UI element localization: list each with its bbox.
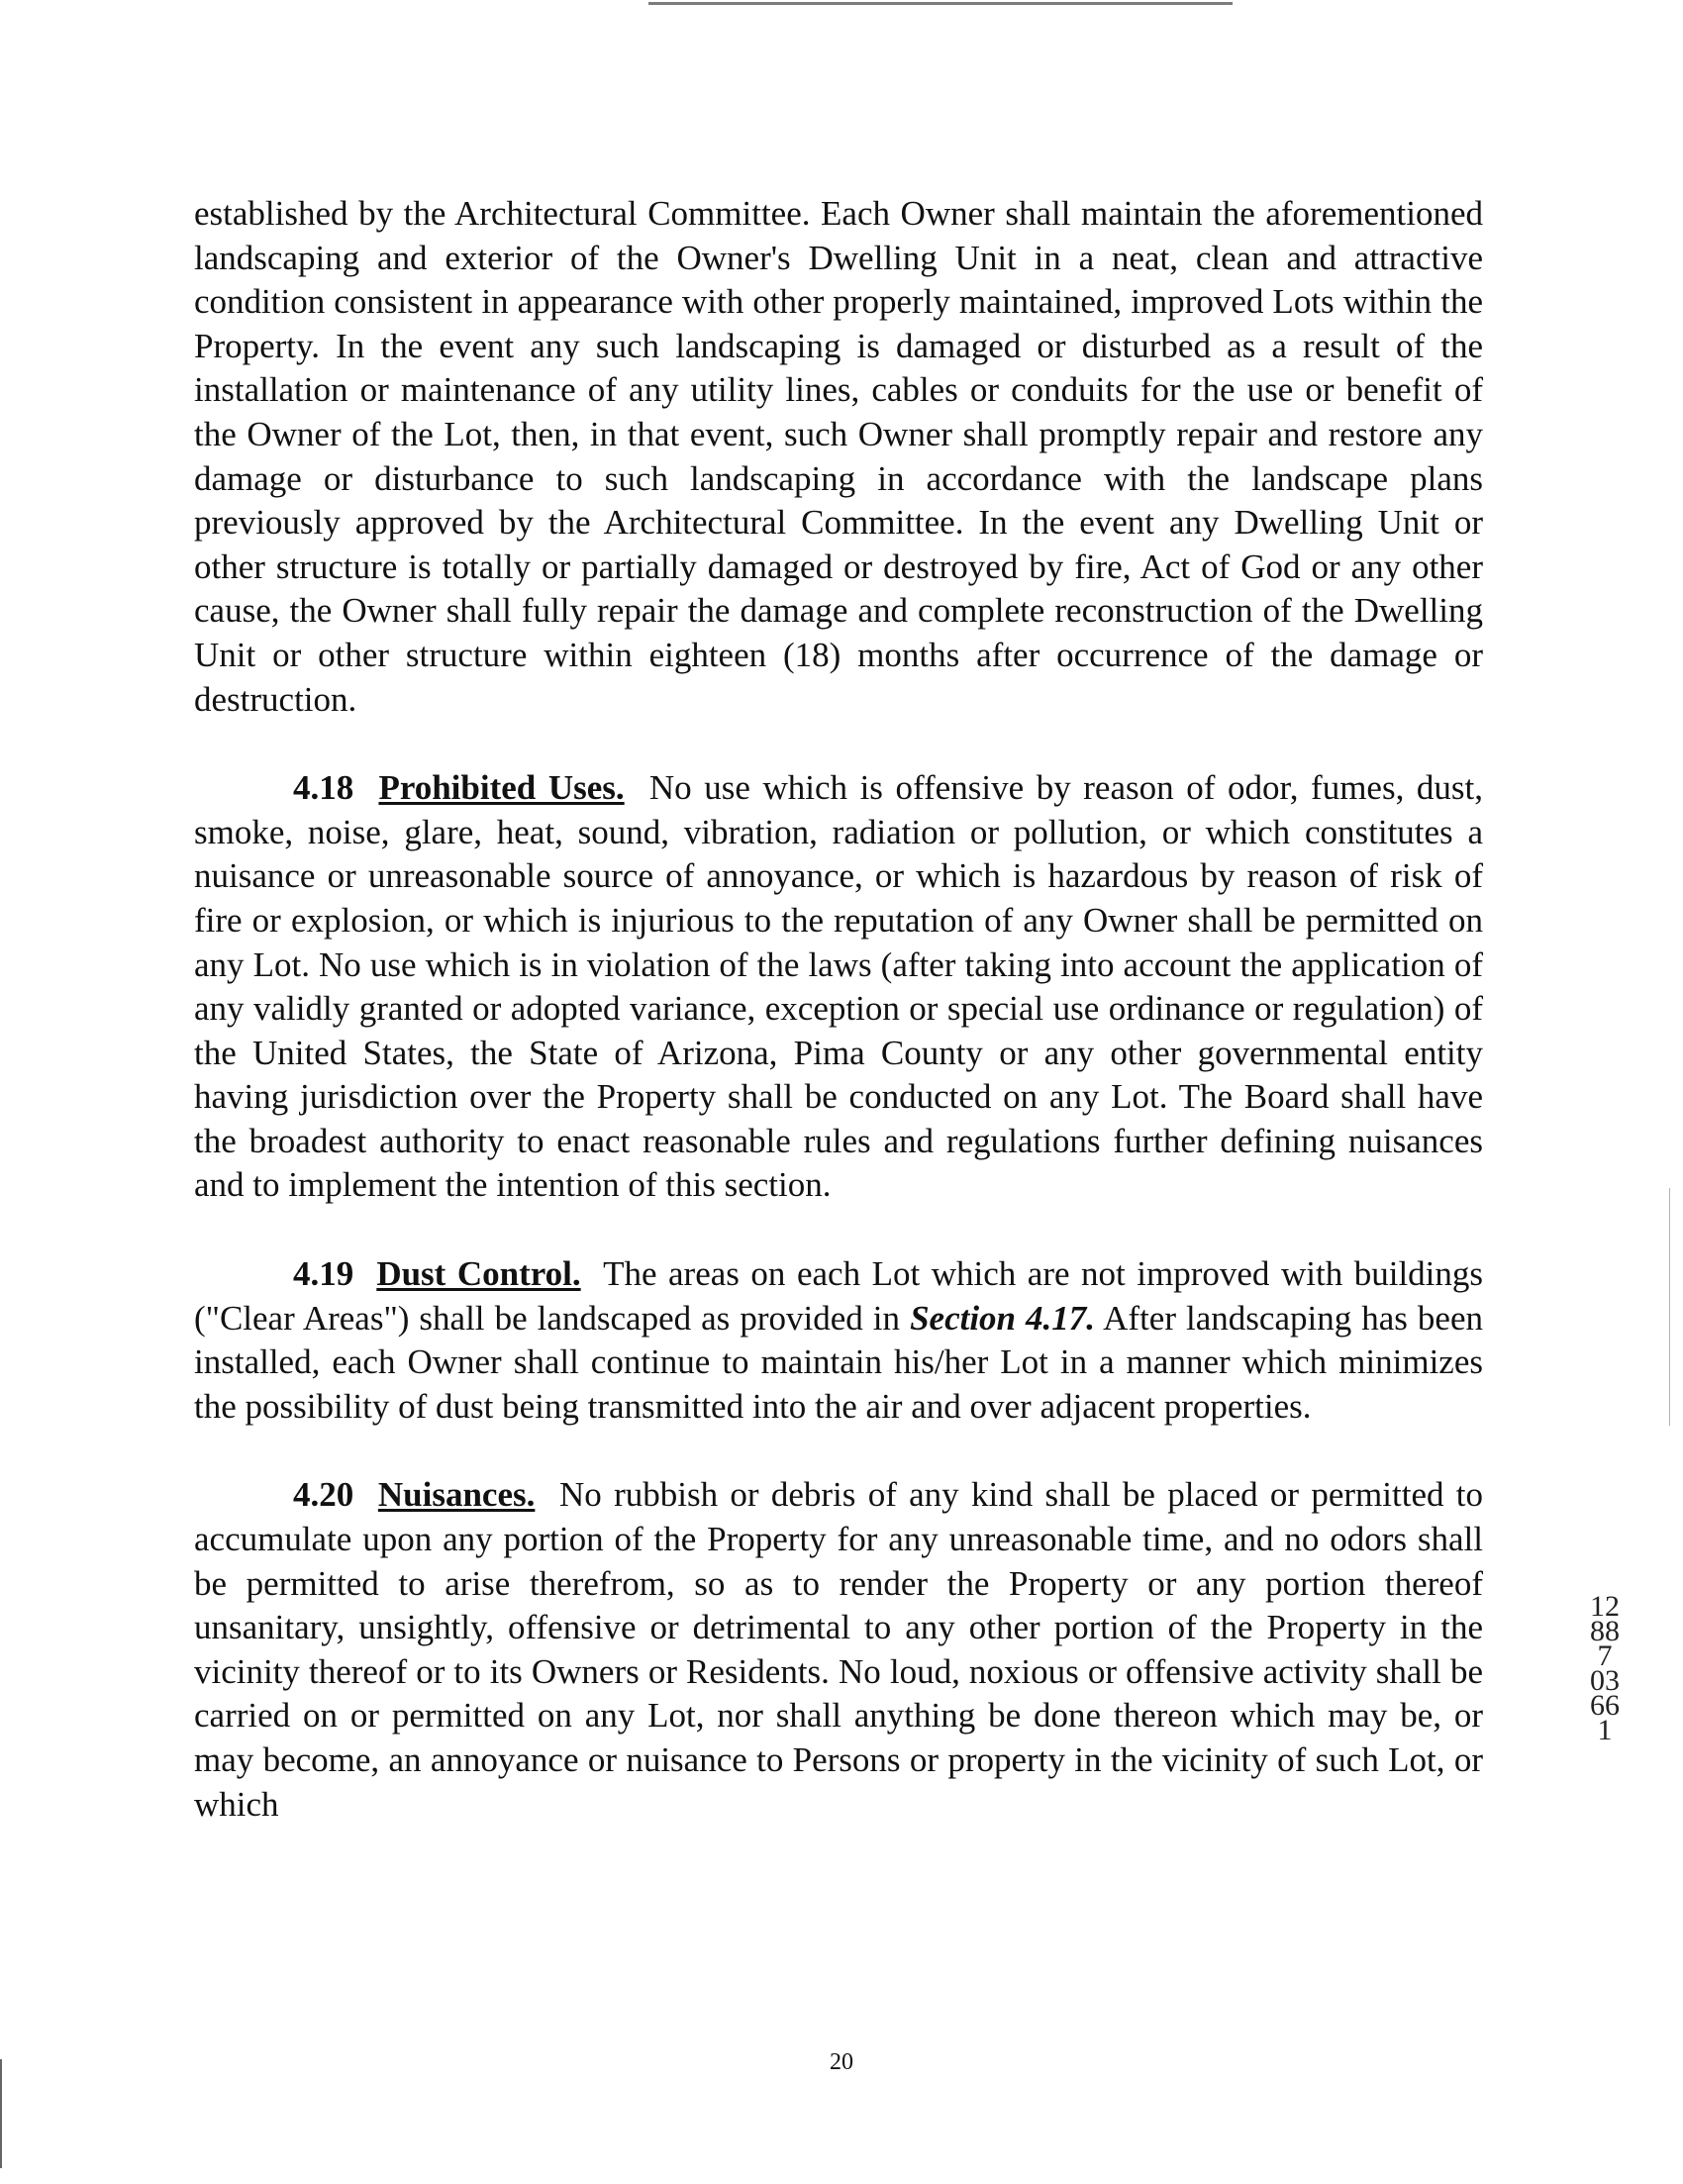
recording-number: 12887 03661 <box>1590 1590 1620 1746</box>
section-body: The areas on each Lot which are not improved with buildings ("Clear Areas") shall be landscaped as provided in <box>194 1254 1484 1338</box>
section-title: Prohibited Uses. <box>378 768 625 808</box>
section-reference: Section 4.17. <box>910 1298 1096 1338</box>
page-number: 20 <box>830 2049 853 2075</box>
section-number: 4.19 <box>293 1254 354 1294</box>
section-4-18 <box>194 766 1483 1208</box>
section-title: Nuisances. <box>377 1475 536 1515</box>
section-number: 4.20 <box>293 1475 354 1515</box>
continuation-paragraph <box>194 192 1483 722</box>
section-body-continued: After landscaping has been installed, each Owner shall continue to maintain his/her Lot in a manner which minimizes the possibility of dust being transmitted into the air and over adjacent properties. <box>194 1298 1483 1426</box>
top-scan-rule <box>648 2 1233 5</box>
section-body: No rubbish or debris of any kind shall be placed or permitted to accumulate upon any portion of the Property for any unreasonable time, and no odors shall be permitted to arise therefrom, so as to render the Property or any portion thereof unsanitary, unsightly, offensive or detrimental to any other portion of the Property in the vicinity thereof or to its Owners or Residents. No loud, noxious or offensive activity shall be carried on or permitted on any Lot, nor shall anything be done thereon which may be, or may become, an annoyance or nuisance to Persons or property in the vicinity of such Lot, or which <box>194 1475 1484 1824</box>
section-number: 4.18 <box>293 768 354 808</box>
scan-edge-mark <box>0 2059 2 2168</box>
document-body <box>194 192 1483 1871</box>
section-body: No use which is offensive by reason of odor, fumes, dust, smoke, noise, glare, heat, sound, vibration, radiation or pollution, or which constitutes a nuisance or unreasonable source of annoyance, or which is hazardous by reason of risk of fire or explosion, or which is injurious to the reputation of any Owner shall be permitted on any Lot. No use which is in violation of the laws (after taking into account the application of any validly granted or adopted variance, exception or special use ordinance or regulation) of the United States, the State of Arizona, Pima County or any other governmental entity having jurisdiction over the Property shall be conducted on any Lot. The Board shall have the broadest authority to enact reasonable rules and regulations further defining nuisances and to implement the intention of this section. <box>194 768 1484 1205</box>
scan-edge-mark <box>1669 1188 1670 1426</box>
continuation-text: established by the Architectural Committee. Each Owner shall maintain the aforementioned landscaping and exterior of the Owner's Dwelling Unit in a neat, clean and attractive condition consistent in appearance with other properly maintained, improved Lots within the Property. In the event any such landscaping is damaged or disturbed as a result of the installation or maintenance of any utility lines, cables or conduits for the use or benefit of the Owner of the Lot, then, in that event, such Owner shall promptly repair and restore any damage or disturbance to such landscaping in accordance with the landscape plans previously approved by the Architectural Committee. In the event any Dwelling Unit or other structure is totally or partially damaged or destroyed by fire, Act of God or any other cause, the Owner shall fully repair the damage and complete reconstruction of the Dwelling Unit or other structure within eighteen (18) months after occurrence of the damage or destruction. <box>194 194 1483 719</box>
section-4-19 <box>194 1252 1483 1429</box>
section-4-20 <box>194 1473 1483 1827</box>
section-title: Dust Control. <box>376 1254 581 1294</box>
